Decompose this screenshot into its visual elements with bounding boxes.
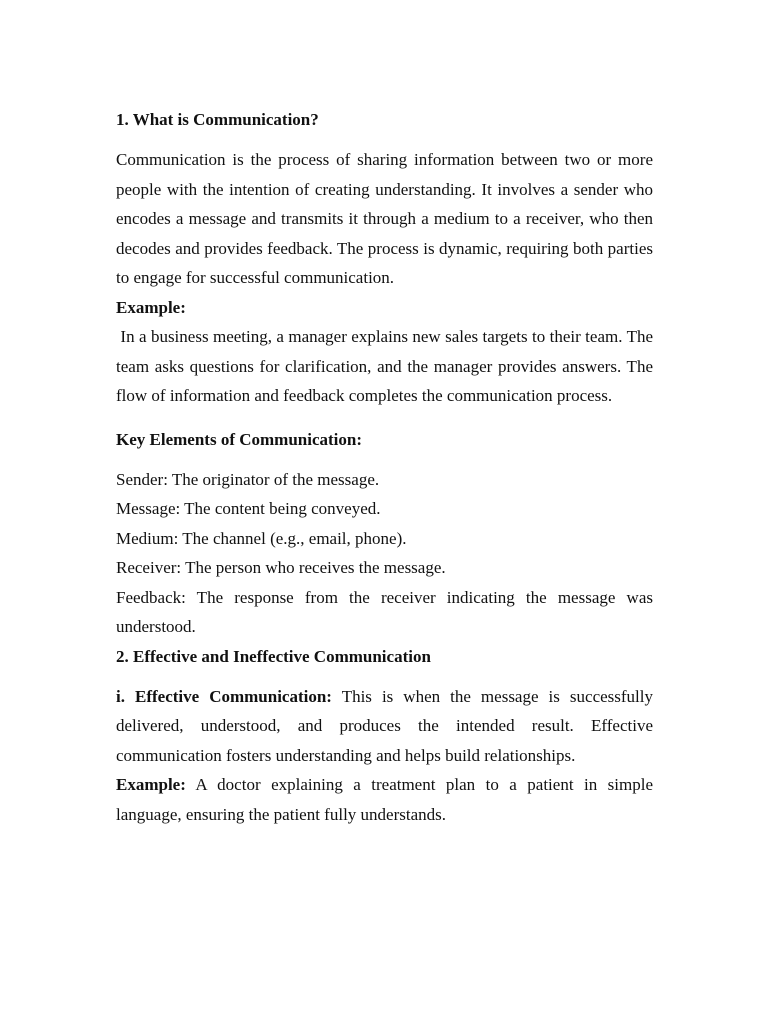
key-elements-heading: Key Elements of Communication: <box>116 429 363 449</box>
effective-communication-label: i. Effective Communication: <box>116 686 332 706</box>
key-element-receiver: Receiver: The person who receives the message. <box>116 558 446 577</box>
example-label: Example: <box>116 297 186 317</box>
key-elements-list <box>116 465 653 642</box>
key-element-medium: Medium: The channel (e.g., email, phone). <box>116 528 407 548</box>
effective-example-paragraph <box>116 770 653 829</box>
example-paragraph: In a business meeting, a manager explains new sales targets to their team. The team asks questions for clarification, and the manager provides answers. The flow of information and feedback completes the communication process. <box>116 327 653 405</box>
section-2-heading: 2. Effective and Ineffective Communication <box>116 646 431 666</box>
effective-communication-paragraph <box>116 682 653 771</box>
effective-example-text: A doctor explaining a treatment plan to a patient in simple language, ensuring the patient fully understands. <box>116 775 653 824</box>
effective-example-label: Example: <box>116 775 186 794</box>
key-element-message: Message: The content being conveyed. <box>116 499 381 518</box>
effective-communication-text: This is when the message is successfully delivered, understood, and produces the intended result. Effective communication fosters understanding and helps build relationships. <box>116 686 653 765</box>
key-element-feedback: Feedback: The response from the receiver indicating the message was understood. <box>116 587 653 636</box>
document-page <box>116 105 653 829</box>
section-1-heading: 1. What is Communication? <box>116 110 319 129</box>
communication-definition: Communication is the process of sharing information between two or more people with the intention of creating understanding. It involves a sender who encodes a message and transmits it through a medium to a receiver, who then decodes and provides feedback. The process is dynamic, requiring both parties to engage for successful communication. <box>116 150 653 287</box>
key-element-sender: Sender: The originator of the message. <box>116 469 380 489</box>
